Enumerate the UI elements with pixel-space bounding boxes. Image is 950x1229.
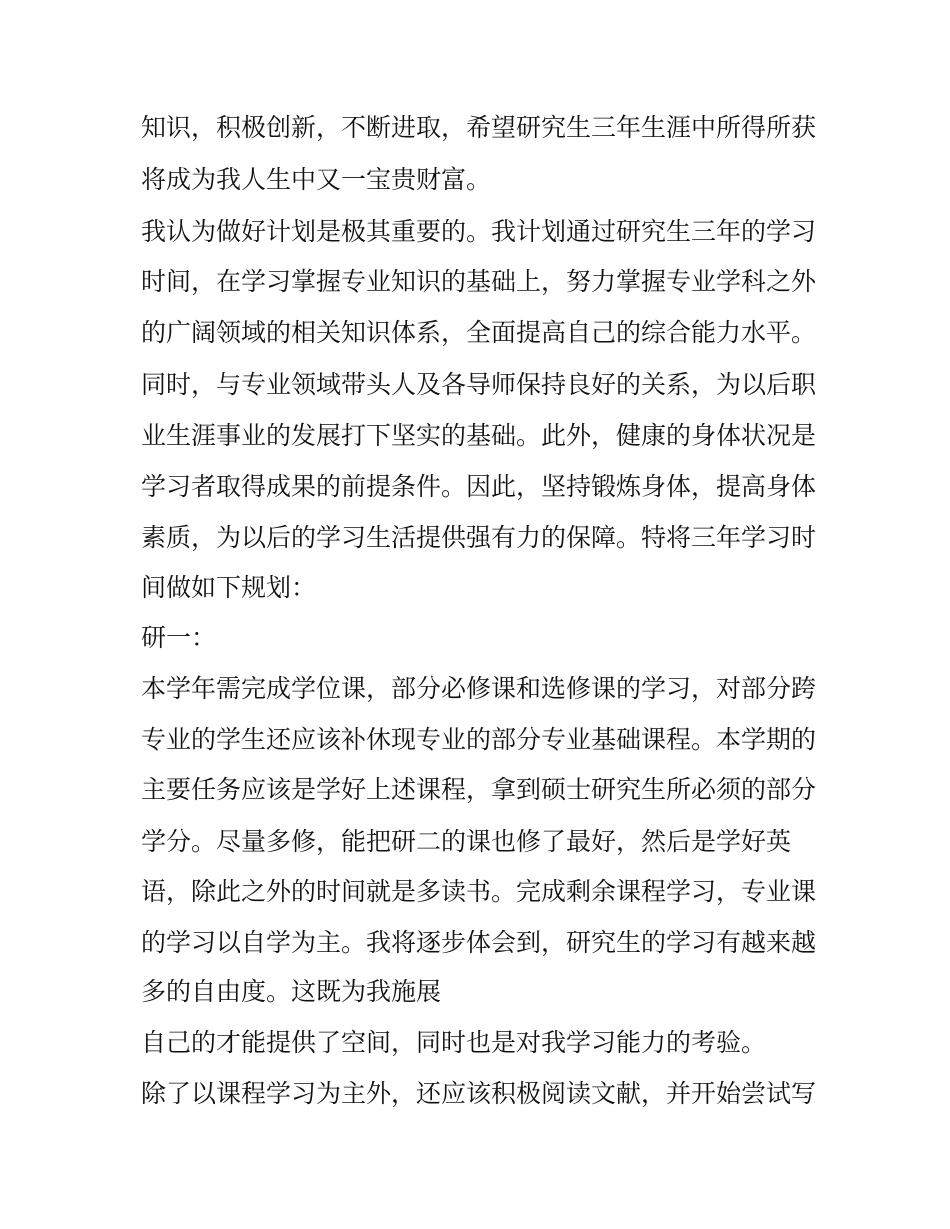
text-line: 我认为做好计划是极其重要的。我计划通过研究生三年的学习: [141, 217, 817, 246]
text-line: 素质，为以后的学习生活提供强有力的保障。特将三年学习时: [141, 523, 817, 552]
text-line: 将成为我人生中又一宝贵财富。: [141, 165, 492, 194]
text-line: 学习者取得成果的前提条件。因此，坚持锻炼身体，提高身体: [141, 472, 817, 501]
text-line: 学分。尽量多修，能把研二的课也修了最好，然后是学好英: [141, 827, 792, 856]
text-line: 同时，与专业领域带头人及各导师保持良好的关系，为以后职: [141, 370, 817, 399]
text-line: 除了以课程学习为主外，还应该积极阅读文献，并开始尝试写: [141, 1079, 817, 1108]
text-line: 时间，在学习掌握专业知识的基础上，努力掌握专业学科之外: [141, 267, 817, 296]
text-line: 的学习以自学为主。我将逐步体会到，研究生的学习有越来越: [141, 928, 817, 957]
text-line: 语，除此之外的时间就是多读书。完成剩余课程学习，专业课: [141, 877, 817, 906]
text-line: 知识，积极创新，不断进取，希望研究生三年生涯中所得所获: [141, 113, 817, 142]
text-line: 业生涯事业的发展打下坚实的基础。此外，健康的身体状况是: [141, 421, 817, 450]
text-line: 研一：: [141, 623, 217, 652]
text-line: 的广阔领域的相关知识体系，全面提高自己的综合能力水平。: [141, 318, 817, 347]
text-line: 专业的学生还应该补休现专业的部分专业基础课程。本学期的: [141, 725, 817, 754]
text-line: 间做如下规划：: [141, 573, 317, 602]
text-line: 主要任务应该是学好上述课程，拿到硕士研究生所必须的部分: [141, 775, 817, 804]
text-line: 多的自由度。这既为我施展: [141, 977, 442, 1006]
text-line: 自己的才能提供了空间，同时也是对我学习能力的考验。: [141, 1028, 767, 1057]
text-line: 本学年需完成学位课，部分必修课和选修课的学习，对部分跨: [141, 674, 817, 703]
